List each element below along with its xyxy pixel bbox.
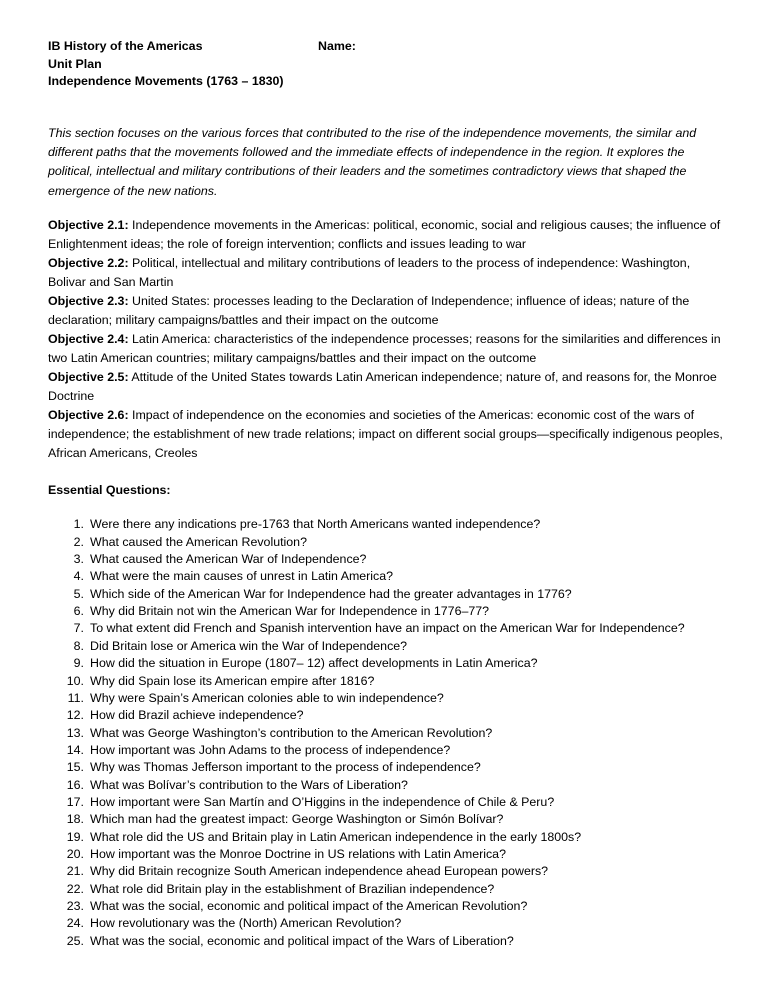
objective-text: Independence movements in the Americas: political, economic, social and religious causes; the influence of Enlightenment ideas; the role of foreign intervention; conflicts and issues leading to war [48,217,721,251]
question-item [48,777,728,794]
question-text: Why were Spain’s American colonies able to win independence? [90,690,444,705]
question-text: To what extent did French and Spanish intervention have an impact on the American War for Independence? [90,621,685,636]
question-text: What were the main causes of unrest in Latin America? [90,569,394,584]
question-text: Which side of the American War for Independence had the greater advantages in 1776? [90,586,572,601]
question-item [48,690,728,707]
question-item [48,534,728,551]
document-type: Unit Plan [48,56,102,71]
question-number: 7 . [48,620,84,637]
objective-2-6 [48,406,728,463]
question-number: 21 . [48,863,84,880]
essential-questions-heading: Essential Questions: [48,482,171,497]
question-item [48,846,728,863]
question-item [48,655,728,672]
objective-label: Objective 2.2: [48,255,129,270]
question-item [48,725,728,742]
question-text: How important were San Martín and O’Higgins in the independence of Chile & Peru? [90,794,555,809]
question-text: Why did Spain lose its American empire after 1816? [90,673,375,688]
objective-label: Objective 2.6: [48,407,129,422]
question-text: What was Bolívar’s contribution to the Wars of Liberation? [90,777,408,792]
question-number: 23 . [48,898,84,915]
question-item [48,673,728,690]
question-number: 10 . [48,673,84,690]
question-item [48,829,728,846]
question-text: What was the social, economic and political impact of the American Revolution? [90,898,528,913]
question-number: 1 . [48,516,84,533]
question-item [48,794,728,811]
question-text: Did Britain lose or America win the War of Independence? [90,638,408,653]
question-number: 12 . [48,707,84,724]
document-header [48,38,728,98]
question-item [48,863,728,880]
question-text: Why was Thomas Jefferson important to the process of independence? [90,760,481,775]
question-text: What was George Washington’s contribution to the American Revolution? [90,725,493,740]
question-number: 14 . [48,742,84,759]
question-text: Were there any indications pre-1763 that North Americans wanted independence? [90,517,541,532]
question-number: 19 . [48,829,84,846]
question-number: 6 . [48,603,84,620]
question-item [48,811,728,828]
question-item [48,620,728,637]
unit-title: Independence Movements (1763 – 1830) [48,74,284,89]
question-text: What role did Britain play in the establishment of Brazilian independence? [90,881,495,896]
question-number: 2 . [48,534,84,551]
question-item [48,759,728,776]
question-text: What role did the US and Britain play in Latin American independence in the early 1800s? [90,829,582,844]
question-item [48,881,728,898]
question-item [48,586,728,603]
objective-text: Attitude of the United States towards Latin American independence; nature of, and reasons for, the Monroe Doctrine [48,369,717,403]
question-text: Why did Britain recognize South American independence ahead European powers? [90,864,549,879]
objective-label: Objective 2.1: [48,217,129,232]
question-text: How important was John Adams to the process of independence? [90,742,451,757]
objective-label: Objective 2.3: [48,293,129,308]
question-item [48,915,728,932]
question-item [48,707,728,724]
question-item [48,933,728,950]
question-number: 11 . [48,690,84,707]
objective-2-2 [48,254,728,292]
name-label: Name: [318,39,356,53]
question-number: 16 . [48,777,84,794]
question-text: Which man had the greatest impact: George Washington or Simón Bolívar? [90,812,504,827]
question-text: What caused the American Revolution? [90,534,307,549]
essential-questions-list [48,516,728,950]
objectives-section [48,216,728,463]
objective-text: Political, intellectual and military contributions of leaders to the process of independence: Washington, Bolivar and San Martin [48,255,691,289]
question-number: 8 . [48,638,84,655]
question-number: 22 . [48,881,84,898]
question-item [48,516,728,533]
objective-2-3 [48,292,728,330]
objective-text: Latin America: characteristics of the independence processes; reasons for the similarities and differences in two Latin American countries; military campaigns/battles and their impact on the outcome [48,331,721,365]
question-number: 15 . [48,759,84,776]
question-item [48,603,728,620]
header-course-info [48,38,284,91]
objective-text: United States: processes leading to the Declaration of Independence; influence of ideas; nature of the declaration; military campaigns/battles and their impact on the outcome [48,293,690,327]
question-text: How revolutionary was the (North) American Revolution? [90,916,402,931]
question-item [48,551,728,568]
question-text: How important was the Monroe Doctrine in US relations with Latin America? [90,846,506,861]
question-item [48,568,728,585]
intro-paragraph: This section focuses on the various forces that contributed to the rise of the independence movements, the similar and different paths that the movements followed and the immediate effects of independence in the region. It explores the political, intellectual and military contributions of their leaders and the sometimes contradictory views that shaped the emergence of the new nations. [48,126,697,198]
question-number: 4 . [48,568,84,585]
objective-2-4 [48,330,728,368]
question-item [48,898,728,915]
objective-2-5 [48,368,728,406]
objective-label: Objective 2.5: [48,369,129,384]
course-title: IB History of the Americas [48,39,203,53]
question-number: 13 . [48,725,84,742]
question-text: What was the social, economic and political impact of the Wars of Liberation? [90,933,514,948]
objective-2-1 [48,216,728,254]
document-page [48,38,728,950]
question-text: How did the situation in Europe (1807– 12) affect developments in Latin America? [90,656,538,671]
question-number: 17 . [48,794,84,811]
objective-text: Impact of independence on the economies and societies of the Americas: economic cost of the wars of independence; the establishment of new trade relations; impact on different social groups—specifically indigenous peoples, African Americans, Creoles [48,407,723,460]
question-text: Why did Britain not win the American War for Independence in 1776–77? [90,604,490,619]
question-number: 25 . [48,933,84,950]
question-number: 18 . [48,811,84,828]
question-text: How did Brazil achieve independence? [90,708,304,723]
question-item [48,742,728,759]
question-text: What caused the American War of Independence? [90,552,367,567]
question-number: 5 . [48,586,84,603]
question-number: 24 . [48,915,84,932]
question-number: 9 . [48,655,84,672]
question-item [48,638,728,655]
question-number: 20 . [48,846,84,863]
objective-label: Objective 2.4: [48,331,129,346]
question-number: 3 . [48,551,84,568]
